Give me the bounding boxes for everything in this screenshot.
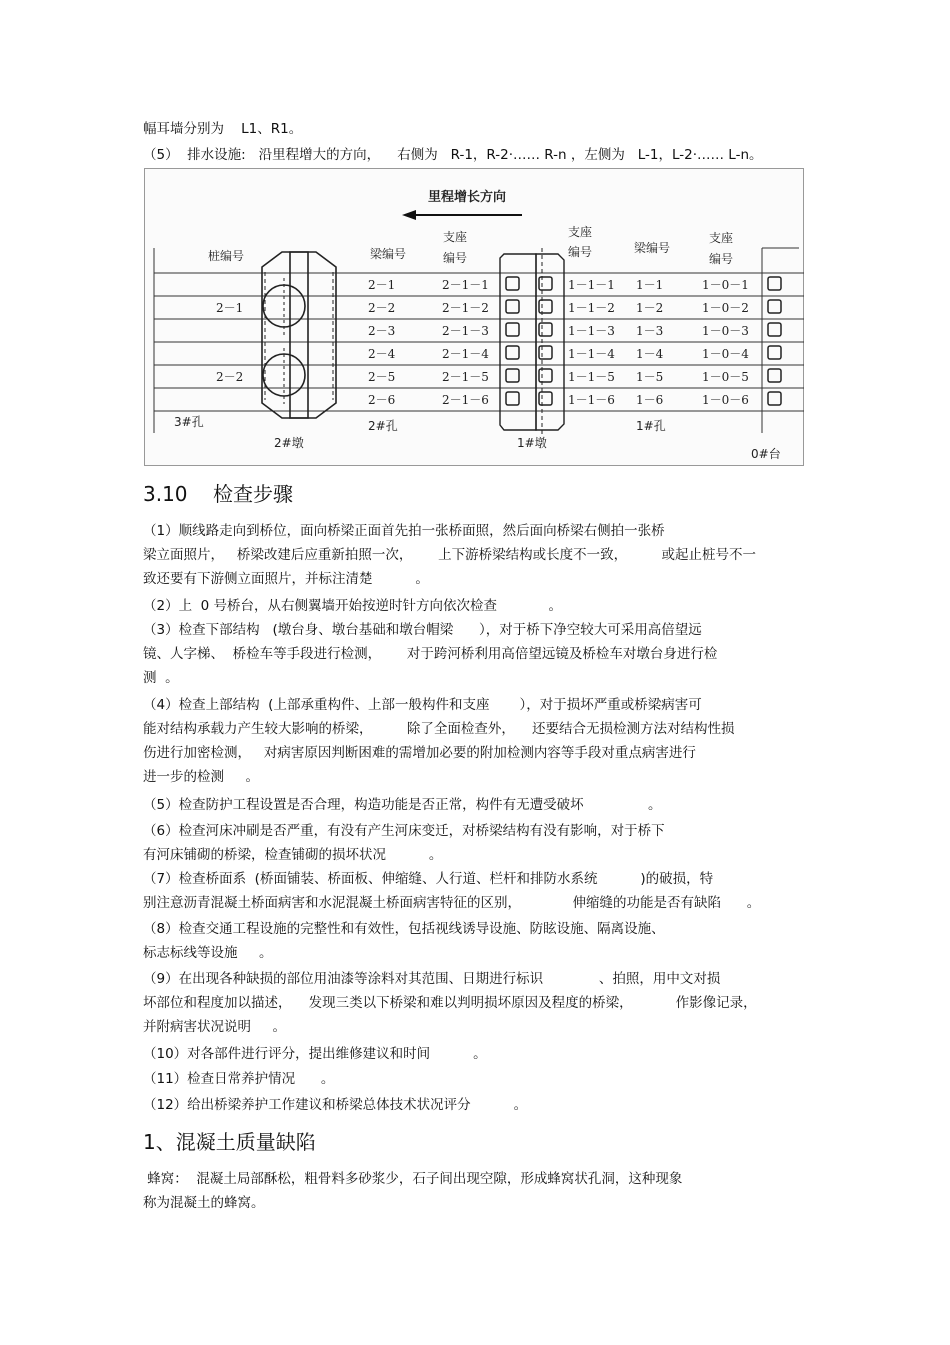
beam-no-right-label: 梁编号 xyxy=(634,241,671,255)
span2-label: 2#孔 xyxy=(368,419,398,433)
bearing-no-left-cell: 2－1－4 xyxy=(442,347,489,361)
paragraph-line: （11）检查日常养护情况 。 xyxy=(143,1071,335,1087)
paragraph-line: （10）对各部件进行评分，提出维修建议和时间 。 xyxy=(143,1046,487,1062)
bearing-no-left-cell: 2－1－1 xyxy=(442,278,489,292)
section-heading: 3.10 检查步骤 xyxy=(143,482,293,506)
bearing-no-mid-label-2: 编号 xyxy=(568,245,593,259)
beam-no-left-cell: 2－2 xyxy=(368,301,396,315)
paragraph-line: （12）给出桥梁养护工作建议和桥梁总体技术状况评分 。 xyxy=(143,1097,528,1113)
intro-line: （5） 排水设施: 沿里程增大的方向， 右侧为 R-1，R-2·…… R-n ，左侧为 L-1，L-2·…… L-n。 xyxy=(143,147,763,163)
paragraph-line: （4）检查上部结构 (上部承重构件、上部一般构件和支座 ），对于损坏严重或桥梁病害可 xyxy=(143,697,702,713)
pier2-label: 2#墩 xyxy=(274,436,304,450)
figure-border xyxy=(145,169,804,466)
paragraph-line: 坏部位和程度加以描述， 发现三类以下桥梁和难以判明损坏原因及程度的桥梁， 作影像记录， xyxy=(143,995,757,1011)
bearing-no-left-cell: 2－1－2 xyxy=(442,301,489,315)
paragraph-line: 梁立面照片， 桥梁改建后应重新拍照一次， 上下游桥梁结构或长度不一致， 或起止桩号不一 xyxy=(143,547,756,563)
bearing-no-mid-cell: 1－1－4 xyxy=(568,347,615,361)
pile-label: 2－1 xyxy=(216,301,244,315)
section-heading: 1、混凝土质量缺陷 xyxy=(143,1130,316,1154)
beam-no-left-cell: 2－3 xyxy=(368,324,396,338)
paragraph-line: 测 。 xyxy=(143,670,179,686)
bearing-no-mid-cell: 1－1－2 xyxy=(568,301,615,315)
bearing-no-right-cell: 1－0－5 xyxy=(702,370,749,384)
paragraph-line: 有河床铺砌的桥梁，检查铺砌的损坏状况 。 xyxy=(143,847,443,863)
paragraph-line: 称为混凝土的蜂窝。 xyxy=(143,1195,265,1211)
bearing-no-right-cell: 1－0－4 xyxy=(702,347,749,361)
paragraph-line: 并附病害状况说明 。 xyxy=(143,1019,286,1035)
paragraph-line: 别注意沥青混凝土桥面病害和水泥混凝土桥面病害特征的区别， 伸缩缝的功能是否有缺陷 。 xyxy=(143,895,761,911)
paragraph-line: （8）检查交通工程设施的完整性和有效性，包括视线诱导设施、防眩设施、隔离设施、 xyxy=(143,921,665,937)
beam-no-left-cell: 2－5 xyxy=(368,370,396,384)
paragraph-line: 镜、人字梯、 桥检车等手段进行检测， 对于跨河桥利用高倍望远镜及桥检车对墩台身进行检 xyxy=(143,646,718,662)
bearing-no-left-cell: 2－1－5 xyxy=(442,370,489,384)
beam-no-left-label: 梁编号 xyxy=(370,247,407,261)
bearing-no-mid-cell: 1－1－5 xyxy=(568,370,615,384)
span1-label: 1#孔 xyxy=(636,419,666,433)
paragraph-line: 能对结构承载力产生较大影响的桥梁， 除了全面检查外， 还要结合无损检测方法对结构性损 xyxy=(143,721,735,737)
pier1-label: 1#墩 xyxy=(517,436,547,450)
paragraph-line: 蜂窝： 混凝土局部酥松，粗骨料多砂浆少，石子间出现空隙，形成蜂窝状孔洞，这种现象 xyxy=(143,1171,683,1187)
bearing-no-mid-label-1: 支座 xyxy=(568,225,593,239)
span3-label: 3#孔 xyxy=(174,415,204,429)
paragraph-line: 伤进行加密检测， 对病害原因判断困难的需增加必要的附加检测内容等手段对重点病害进行 xyxy=(143,745,696,761)
paragraph-line: （5）检查防护工程设置是否合理，构造功能是否正常，构件有无遭受破坏 。 xyxy=(143,797,662,813)
beam-no-right-cell: 1－4 xyxy=(636,347,664,361)
bearing-no-right-label-1: 支座 xyxy=(709,231,734,245)
direction-label: 里程增长方向 xyxy=(428,190,507,205)
beam-no-right-cell: 1－6 xyxy=(636,393,664,407)
bearing-no-right-label-2: 编号 xyxy=(709,252,734,266)
beam-no-left-cell: 2－1 xyxy=(368,278,396,292)
paragraph-line: （3）检查下部结构 (墩台身、墩台基础和墩台帽梁 ），对于桥下净空较大可采用高倍望远 xyxy=(143,622,702,638)
bearing-no-mid-cell: 1－1－1 xyxy=(568,278,615,292)
bearing-no-left-label-2: 编号 xyxy=(443,251,468,265)
beam-no-right-cell: 1－5 xyxy=(636,370,664,384)
bearing-no-right-cell: 1－0－6 xyxy=(702,393,749,407)
paragraph-line: 进一步的检测 。 xyxy=(143,769,259,785)
bearing-no-mid-cell: 1－1－3 xyxy=(568,324,615,338)
intro-line: 幅耳墙分别为 L1、R1。 xyxy=(143,121,303,137)
paragraph-line: 标志标线等设施 。 xyxy=(143,945,273,961)
bearing-no-left-cell: 2－1－3 xyxy=(442,324,489,338)
bearing-no-left-label-1: 支座 xyxy=(443,230,468,244)
diagram-canvas xyxy=(144,168,804,466)
paragraph-line: 致还要有下游侧立面照片，并标注清楚 。 xyxy=(143,571,429,587)
bridge-numbering-diagram xyxy=(144,168,804,466)
paragraph-line: （2）上 0 号桥台，从右侧翼墙开始按逆时针方向依次检查 。 xyxy=(143,598,563,614)
bearing-no-right-cell: 1－0－1 xyxy=(702,278,749,292)
paragraph-line: （9）在出现各种缺损的部位用油漆等涂料对其范围、日期进行标识 、拍照，用中文对损 xyxy=(143,971,721,987)
paragraph-line: （1）顺线路走向到桥位，面向桥梁正面首先拍一张桥面照，然后面向桥梁右侧拍一张桥 xyxy=(143,523,665,539)
bearing-no-right-cell: 1－0－2 xyxy=(702,301,749,315)
pile-label: 2－2 xyxy=(216,370,244,384)
bearing-no-mid-cell: 1－1－6 xyxy=(568,393,615,407)
beam-no-right-cell: 1－1 xyxy=(636,278,664,292)
bearing-no-right-cell: 1－0－3 xyxy=(702,324,749,338)
abutment0-label: 0#台 xyxy=(751,447,781,461)
pile-no-label: 桩编号 xyxy=(208,249,245,263)
beam-no-left-cell: 2－6 xyxy=(368,393,396,407)
beam-no-right-cell: 1－2 xyxy=(636,301,664,315)
paragraph-line: （7）检查桥面系 (桥面铺装、桥面板、伸缩缝、人行道、栏杆和排防水系统 )的破损，特 xyxy=(143,871,714,887)
beam-no-left-cell: 2－4 xyxy=(368,347,396,361)
paragraph-line: （6）检查河床冲刷是否严重，有没有产生河床变迁，对桥梁结构有没有影响，对于桥下 xyxy=(143,823,665,839)
bearing-no-left-cell: 2－1－6 xyxy=(442,393,489,407)
beam-no-right-cell: 1－3 xyxy=(636,324,664,338)
